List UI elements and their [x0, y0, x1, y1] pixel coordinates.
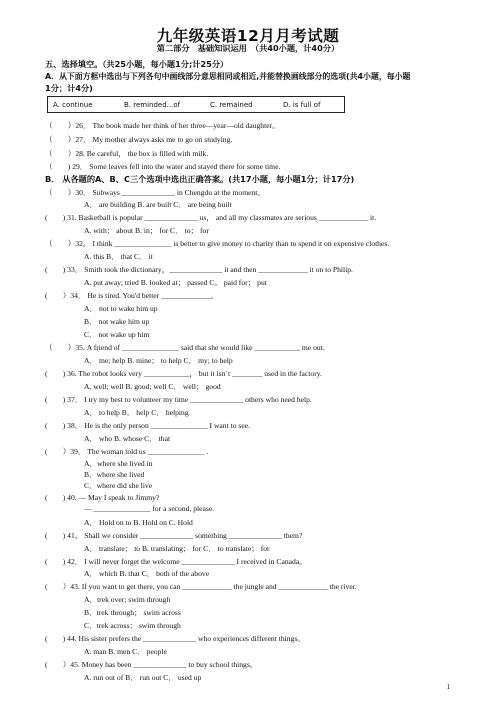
- question-34: ( ）34． He is tired. You'd better _____________。: [45, 291, 219, 300]
- question-43-option-c: C．trek across； swim through: [84, 621, 181, 630]
- part-b-instruction: B． 从各题的A、B、C三个选项中选出正确答案。(共17小题，每小题1分；计17分): [45, 174, 355, 184]
- question-31: ( ) 31. Basketball is popular ______________ us， and all my classmates are serious _____________ it.: [45, 213, 377, 222]
- question-39-option-b: B．where she lived: [84, 470, 145, 479]
- question-43-option-a: A．trek over; swim through: [84, 595, 171, 604]
- question-35: （ ）35. A friend of _______________ said that she would like ____________ me out.: [45, 343, 325, 352]
- question-32-options: A. this B． that C． it: [84, 252, 153, 261]
- question-36: ( ) 36. The robot looks very ____________， but it isn`t ________ used in the factory.: [45, 369, 322, 378]
- question-37: ( ) 37． I try my best to volunteer my time ______________ others who need help.: [45, 395, 312, 404]
- word-option-d: D. is full of: [283, 100, 321, 109]
- question-34-option-c: C． not wake up him: [84, 330, 150, 339]
- question-45-options: A. run out of B． run out C． used up: [84, 673, 202, 682]
- question-28: （ ）28. Be careful， the box is filled with milk.: [45, 149, 209, 158]
- question-40-reply: — _______________ for a second, please.: [84, 504, 215, 513]
- question-43: ( ）43. If you want to get there, you can _____________ the jungle and _____________ the river.: [45, 582, 357, 591]
- question-34-option-a: A． not to wake him up: [84, 304, 158, 313]
- question-35-options: A． me; help B. mine； to help C． my; to help: [84, 356, 233, 365]
- question-40-options: A． Hold on to B. Hold on C. Hold: [84, 518, 193, 527]
- part-a-instruction: A．从下面方框中选出与下列各句中画线部分意思相同或相近,并能替换画线部分的选项(共4小题，每小题: [45, 72, 411, 81]
- question-43-option-b: B．trek through； swim across: [84, 608, 181, 617]
- question-38-options: A． who B. whose C． that: [84, 434, 171, 443]
- part-a-instruction-cont: 1分；计4分): [45, 83, 93, 93]
- word-option-c: C. remained: [210, 100, 253, 109]
- question-37-options: A． to help B． help C． helping: [84, 408, 189, 417]
- question-41: ( ) 41。 Shall we consider ______________ something ______________ them?: [45, 531, 303, 540]
- question-32: （ ）32。 I think _______________ is better to give money to charity than to spend it on expensive clothes.: [45, 239, 390, 248]
- question-33-options: A. put away; tried B. looked at； passed C。 paid for； put: [84, 278, 267, 287]
- question-44: ( ) 44. His sister prefers the ______________ who experiences different things。: [45, 634, 305, 643]
- page-subtitle: 第二部分 基础知识运用 （共40小题，计40分）: [156, 43, 340, 53]
- question-30: （ ）30． Subways ______________ in Chengdu at the moment。: [45, 188, 265, 197]
- question-39-option-a: A．where she lived in: [84, 459, 153, 468]
- question-44-options: A. man B. men C． people: [84, 647, 167, 656]
- word-option-b: B. reminded...of: [124, 100, 181, 109]
- question-38: ( ) 38． He is the only person _______________ I want to see.: [45, 421, 251, 430]
- question-29: （ ) 29． Some leaves fell into the water and stayed there for some time.: [45, 162, 281, 171]
- section-heading: 五、选择填空。（共25小题，每小题1分;计25分）: [45, 59, 229, 69]
- question-30-options: A． are building B. are built C． are being built: [84, 200, 232, 209]
- question-34-option-b: B． not wake him up: [84, 317, 150, 326]
- question-31-options: A. with； about B. in； for C． to； for: [84, 226, 209, 235]
- question-26: （ ）26． The book made her think of her three—year—old daughter。: [45, 121, 280, 130]
- question-42: ( ) 42． I will never forget the welcome ______________ I received in Canada。: [45, 557, 307, 566]
- question-40: ( ) 40. — May I speak to Jimmy?: [45, 493, 160, 502]
- question-33: ( ) 33． Smith took the dictionary，______________ it and then _____________ it on to Philip.: [45, 265, 353, 274]
- question-39: ( ）39． The woman told us _______________ .: [45, 447, 209, 456]
- question-39-option-c: C．where did she live: [84, 481, 153, 490]
- question-36-options: A. well; well B. good; well C． well； good: [84, 382, 221, 391]
- page-number: 1: [446, 683, 450, 691]
- question-27: （ ）27． My mother always asks me to go on studying.: [45, 135, 233, 144]
- word-option-a: A. continue: [53, 100, 93, 109]
- question-41-options: A． translate； to B. translating； for C． to translate； for: [84, 544, 270, 553]
- page-title: 九年级英语12月月考试题: [156, 27, 340, 45]
- word-box: [47, 96, 345, 113]
- question-45: ( ）45. Money has been ______________ to buy school things。: [45, 660, 258, 669]
- question-42-options: A． which B. that C． both of the above: [84, 569, 210, 578]
